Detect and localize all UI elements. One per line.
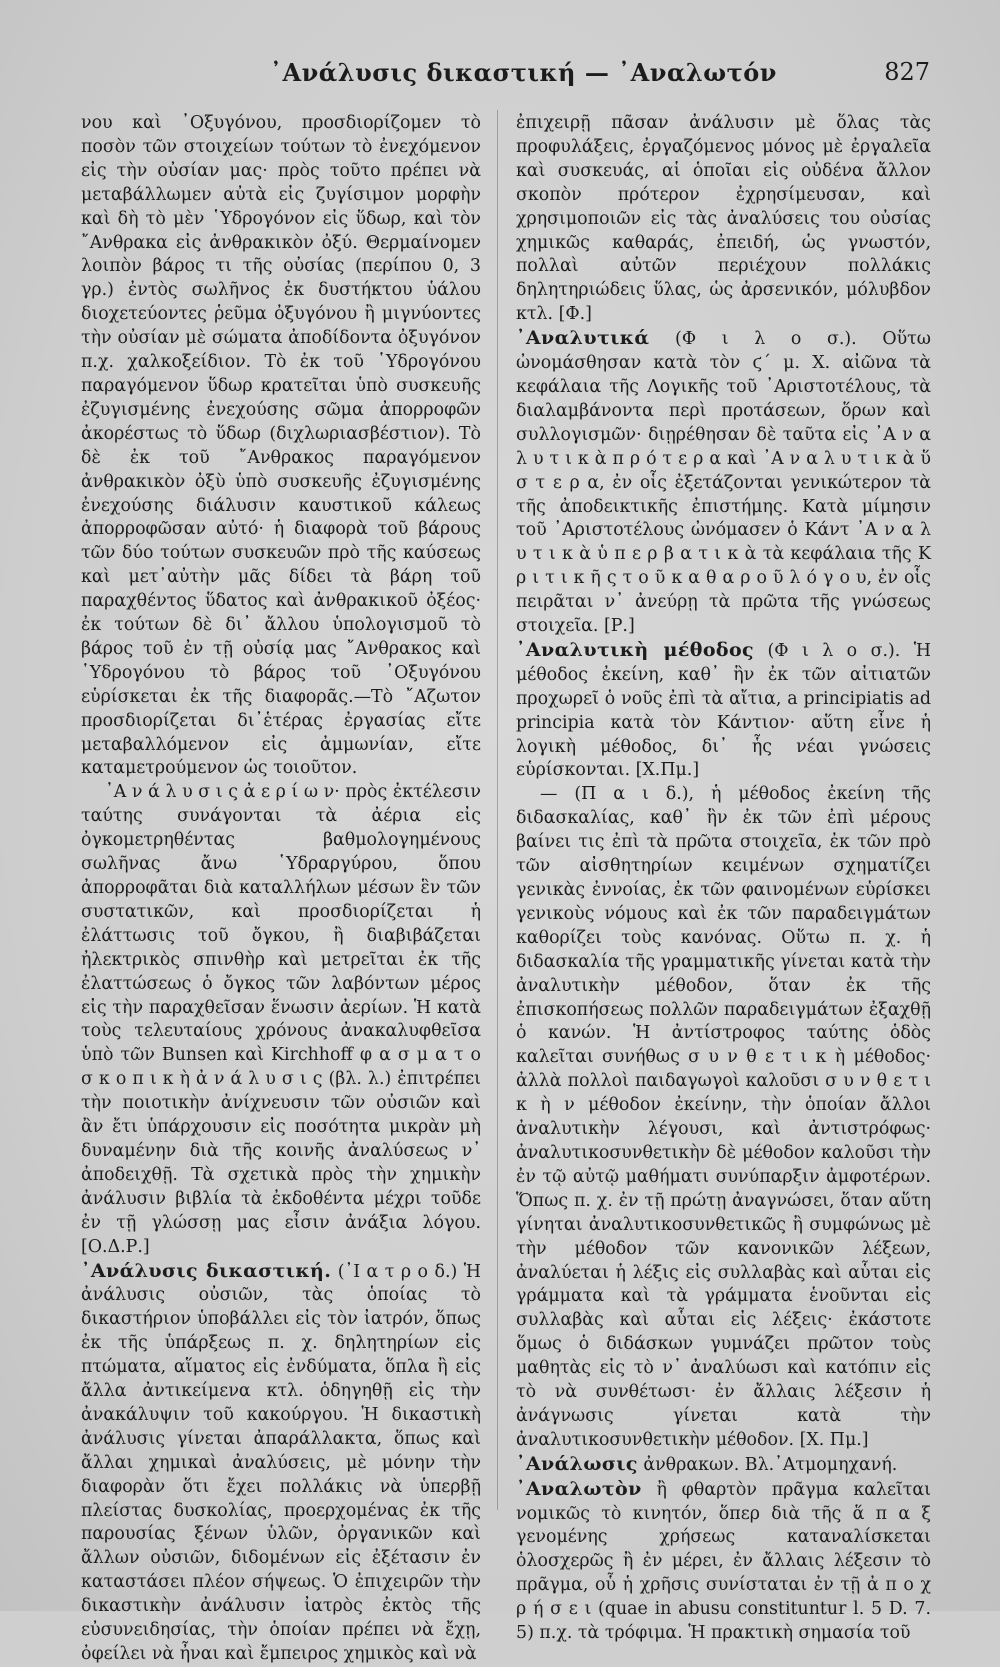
right-column	[516, 112, 931, 1646]
running-header	[0, 58, 1000, 98]
paragraph-gas-analysis: ᾿Α ν ά λ υ σ ι ς ἀ ε ρ ί ω ν· πρὸς ἐκτέλεσιν ταύτης συνάγονται τὰ ἀέρια εἰς ὀγκομετρηθέντας βαθμολογημένους σωλῆνας ἄνω ῾Υδραργύρου, ὅπου ἀπορροφᾶται διὰ καταλλήλων μέσων ἓν τῶν συστατικῶν, καὶ προσδιορίζεται ἡ ἐλάττωσις τοῦ ὄγκου, ἢ διαβιβάζεται ἠλεκτρικὸς σπινθὴρ καὶ μετρεῖται ἐκ τῆς ἐλαττώσεως ὁ ὄγκος τῶν λαβόντων μέρος εἰς τὴν παραχθεῖσαν ἕνωσιν ἀερίων. Ἡ κατὰ τοὺς τελευταίους χρόνους ἀνακαλυφθεῖσα ὑπὸ τῶν Bunsen καὶ Kirchhoff φ α σ μ α τ ο σ κ ο π ι κ ὴ ἀ ν ά λ υ σ ι ς (βλ. λ.) ἐπιτρέπει τὴν ποιοτικὴν ἀνίχνευσιν τῶν οὐσιῶν καὶ ἂν ἔτι ὑπάρχουσιν εἰς ποσότητα μικρὰν μὴ δυναμένην διὰ τῆς κοινῆς ἀναλύσεως ν᾿ ἀποδειχθῇ. Τὰ σχετικὰ πρὸς τὴν χημικὴν ἀνάλυσιν βιβλία τὰ ἐκδοθέντα μέχρι τοῦδε ἐν τῇ γλώσσῃ μας εἶσιν ἀνάξια λόγου. [Ο.Δ.Ρ.]	[81, 782, 481, 1257]
entry-forensic-analysis	[81, 1260, 481, 1667]
entry-analosis	[516, 1453, 931, 1478]
entry-analytic-method-pedagogy: — (Π α ι δ.), ἡ μέθοδος ἐκείνη τῆς διδασκαλίας, καθ᾿ ἣν ἐκ τῶν ἐπὶ μέρους βαίνει τις ἐπὶ τὰ πρῶτα στοιχεῖα, ἐκ τῶν πρὸ τῶν αἰσθητηρίων κειμένων σχηματίζει γενικὰς ἐννοίας, ἐκ τῶν φαινομένων εὑρίσκει γενικοὺς νόμους καὶ ἐκ τῶν παραδειγμάτων καθορίζει τοὺς κανόνας. Οὕτω π. χ. ἡ διδασκαλία τῆς γραμματικῆς γίνεται κατὰ τὴν ἀναλυτικὴν μέθοδον, ὅταν ἐκ τῆς ἐπισκοπήσεως πολλῶν παραδειγμάτων ἐξαχθῇ ὁ κανών. Ἡ ἀντίστροφος ταύτης ὁδὸς καλεῖται συνήθως σ υ ν θ ε τ ι κ ὴ μέθοδος· ἀλλὰ πολλοὶ παιδαγωγοὶ καλοῦσι σ υ ν θ ε τ ι κ ὴ ν μέθοδον ἐκείνην, τὴν ὁποίαν ἄλλοι ἀναλυτικὴν λέγουσι, καὶ ἀντιστρόφως· ἀναλυτικοσυνθετικὴν δὲ μέθοδον καλοῦσι τὴν ἐν τῷ αὐτῷ μαθήματι συνύπαρξιν ἀμφοτέρων. Ὅπως π. χ. ἐν τῇ πρώτῃ ἀναγνώσει, ὅταν αὕτη γίνηται ἀναλυτικοσυνθετικῶς ἢ συμφώνως μὲ τὴν μέθοδον τῶν κανονικῶν λέξεων, ἀναλύεται ἡ λέξις εἰς συλλαβὰς καὶ αὗται εἰς γράμματα καὶ τὰ γράμματα ἑνοῦνται εἰς συλλαβὰς καὶ αὗται εἰς λέξεις· ἐκάστοτε ὅμως ὁ διδάσκων γυμνάζει πρῶτον τοὺς μαθητὰς εἰς τὸ ν᾿ ἀναλύωσι καὶ κατόπιν εἰς τὸ νὰ συνθέτωσι· ἐν ἄλλαις λέξεσιν ἡ ἀνάγνωσις γίνεται κατὰ τὴν ἀναλυτικοσυνθετικὴν μέθοδον. [Χ. Πμ.]	[516, 784, 931, 1450]
headword: ᾿Ανάλωσις	[516, 1452, 638, 1475]
entry-text: ἢ φθαρτὸν πρᾶγμα καλεῖται νομικῶς τὸ κινητόν, ὅπερ διὰ τῆς ἅ π α ξ γενομένης χρήσεως καταναλίσκεται ὁλοσχερῶς ἢ ἐν μέρει, ἐν ἄλλαις λέξεσιν τὸ πρᾶγμα, οὗ ἡ χρῆσις συνίσταται ἐν τῇ ἀ π ο χ ρ ή σ ε ι (quae in abusu constituntur l. 5 D. 7. 5) π.χ. τὰ τρόφιμα. Ἡ πρακτικὴ σημασία τοῦ	[516, 1479, 931, 1644]
entry-analoton	[516, 1478, 931, 1646]
entry-analytic-method	[516, 639, 931, 783]
entry-text: ἀνθρακων. Βλ.᾿Ατμομηχανή.	[637, 1454, 898, 1475]
headword: ᾿Αναλωτὸν	[516, 1477, 642, 1500]
headword: ᾿Αναλυτικὴ μέθοδος	[516, 638, 755, 661]
entry-text: (᾿Ι α τ ρ ο δ.) Ἡ ἀνάλυσις οὐσιῶν, τὰς ὁποίας τὸ δικαστήριον ὑποβάλλει εἰς τὸν ἰατρόν, ὅπως ἐκ τῆς ὑπάρξεως π. χ. δηλητηρίων εἰς πτώματα, αἵματος εἰς ἐνδύματα, ὅπλα ἢ εἰς ἄλλα ἀντικείμενα κτλ. ὁδηγηθῇ εἰς τὴν ἀνακάλυψιν τοῦ κακούργου. Ἡ δικαστικὴ ἀνάλυσις γίνεται ἀπαράλλακτα, ὅπως καὶ ἄλλαι χημικαὶ ἀναλύσεις, μὲ μόνην τὴν διαφορὰν ὅτι ἔχει πολλάκις νὰ ὑπερβῇ πλείστας δυσκολίας, προερχομένας ἐκ τῆς παρουσίας ξένων ὑλῶν, ὀργανικῶν καὶ ἄλλων οὐσιῶν, διδομένων εἰς ἐξέτασιν ἐν καταστάσει πλέον σήψεως. Ὁ ἐπιχειρῶν τὴν δικαστικὴν ἀνάλυσιν ἰατρὸς ἐκτὸς τῆς εὐσυνειδησίας, τὴν ὁποίαν πρέπει νὰ ἔχῃ, ὀφείλει νὰ ἦναι καὶ ἔμπειρος χημικὸς καὶ νὰ	[81, 1261, 481, 1664]
page-number: 827	[884, 58, 930, 86]
headword: ᾿Αναλυτικά	[516, 327, 650, 350]
running-title: ᾿Ανάλυσις δικαστική — ᾿Αναλωτόν	[270, 58, 777, 87]
paragraph-continuation: νου καὶ ᾿Οξυγόνου, προσδιορίζομεν τὸ ποσὸν τῶν στοιχείων τούτων τὸ ἐνεχόμενον εἰς τὴν οὐσίαν μας· πρὸς τοῦτο πρέπει νὰ μεταβάλλωμεν αὐτὰ εἰς ζυγίσιμον μορφὴν καὶ δὴ τὸ μὲν ῾Υδρογόνον εἰς ὕδωρ, καὶ τὸν ῎Ανθρακα εἰς ἀνθρακικὸν ὀξύ. Θερμαίνομεν λοιπὸν βάρος τι τῆς οὐσίας (περίπου 0, 3 γρ.) ἐντὸς σωλῆνος ἐκ δυστήκτου ὑάλου διοχετεύοντες ῥεῦμα ὀξυγόνου ἢ μιγνύοντες τὴν οὐσίαν μὲ σώματα ἀποδίδοντα ὀξυγόνον π.χ. χαλκοξείδιον. Τὸ ἐκ τοῦ ῾Υδρογόνου παραγόμενον ὕδωρ κρατεῖται ὑπὸ συσκευῆς ἐζυγισμένης ἐνεχούσης σῶμα ἀπορροφῶν ἀκορέστως τὸ ὕδωρ (διχλωριασβέστιον). Τὸ δὲ ἐκ τοῦ ῎Ανθρακος παραγόμενον ἀνθρακικὸν ὀξὺ ὑπὸ συσκευῆς ἐζυγισμένης ἐνεχούσης διάλυσιν καυστικοῦ κάλεως ἀπορροφῶσαν αὐτό· ἡ διαφορὰ τοῦ βάρους τῶν δύο τούτων συσκευῶν πρὸ τῆς καύσεως καὶ μετ᾿αὐτὴν μᾶς δίδει τὰ βάρη τοῦ παραχθέντος ὕδατος καὶ ἀνθρακικοῦ ὀξέος· ἐκ τούτων δὲ δι᾿ ἄλλου ὑπολογισμοῦ τὸ βάρος τοῦ ἐν τῇ οὐσίᾳ μας ῎Ανθρακος καὶ ῾Υδρογόνου τὸ βάρος τοῦ ᾿Οξυγόνου εὑρίσκεται ἐκ τῆς διαφορᾶς.—Τὸ ῎Αζωτον προσδιορίζεται δι᾿ἑτέρας ἐργασίας εἴτε μεταβαλλόμενον εἰς ἀμμωνίαν, εἴτε καταμετρούμενον ὡς τοιοῦτον.	[81, 113, 481, 779]
headword: ᾿Ανάλυσις δικαστική.	[81, 1259, 332, 1282]
left-column	[81, 112, 481, 1667]
entry-text: (Φ ι λ ο σ.). Ἡ μέθοδος ἐκείνη, καθ᾿ ἣν ἐκ τῶν αἰτιατῶν προχωρεῖ ὁ νοῦς ἐπὶ τὰ αἴτια, a principiatis ad principia κατὰ τὸν Κάντιον· αὕτη εἶνε ἡ λογικὴ μέθοδος, δι᾿ ἧς νέαι γνώσεις εὑρίσκονται. [Χ.Πμ.]	[516, 640, 931, 781]
entry-analytika	[516, 327, 931, 639]
paragraph-continuation: ἐπιχειρῇ πᾶσαν ἀνάλυσιν μὲ ὅλας τὰς προφυλάξεις, ἐργαζόμενος μόνος μὲ ἐργαλεῖα καὶ συσκευάς, αἱ ὁποῖαι εἰς οὐδένα ἄλλον σκοπὸν πρότερον ἐχρησίμευσαν, καὶ χρησιμοποιῶν εἰς τὰς ἀναλύσεις του οὐσίας χημικῶς καθαράς, ἐπειδή, ὡς γνωστόν, πολλαὶ αὐτῶν περιέχουν πολλάκις δηλητηριώδεις ὕλας, ὡς ἀρσενικόν, μόλυβδον κτλ. [Φ.]	[516, 113, 931, 325]
column-divider	[497, 110, 498, 1510]
entry-text: (Φ ι λ ο σ.). Οὕτω ὠνομάσθησαν κατὰ τὸν ϛ´ μ. Χ. αἰῶνα τὰ κεφάλαια τῆς Λογικῆς τοῦ ᾿Αριστοτέλους, τὰ διαλαμβάνοντα περὶ προτάσεων, ὅρων καὶ συλλογισμῶν· διῃρέθησαν δὲ ταῦτα εἰς ᾿Α ν α λ υ τ ι κ ὰ π ρ ό τ ε ρ α καὶ ᾿Α ν α λ υ τ ι κ ὰ ὕ σ τ ε ρ α, ἐν οἷς ἐξετάζονται γενικώτερον τὰ τῆς ἀποδεικτικῆς ἐπιστήμης. Κατὰ μίμησιν τοῦ ᾿Αριστοτέλους ὠνόμασεν ὁ Κάντ ᾿Α ν α λ υ τ ι κ ὰ ὑ π ε ρ β α τ ι κ ὰ τὰ κεφάλαια τῆς Κ ρ ι τ ι κ ῆ ς τ ο ῦ κ α θ α ρ ο ῦ λ ό γ ο υ, ἐν οἷς πειρᾶται ν᾿ ἀνεύρῃ τὰ πρῶτα τῆς γνώσεως στοιχεῖα. [Ρ.]	[516, 329, 931, 637]
